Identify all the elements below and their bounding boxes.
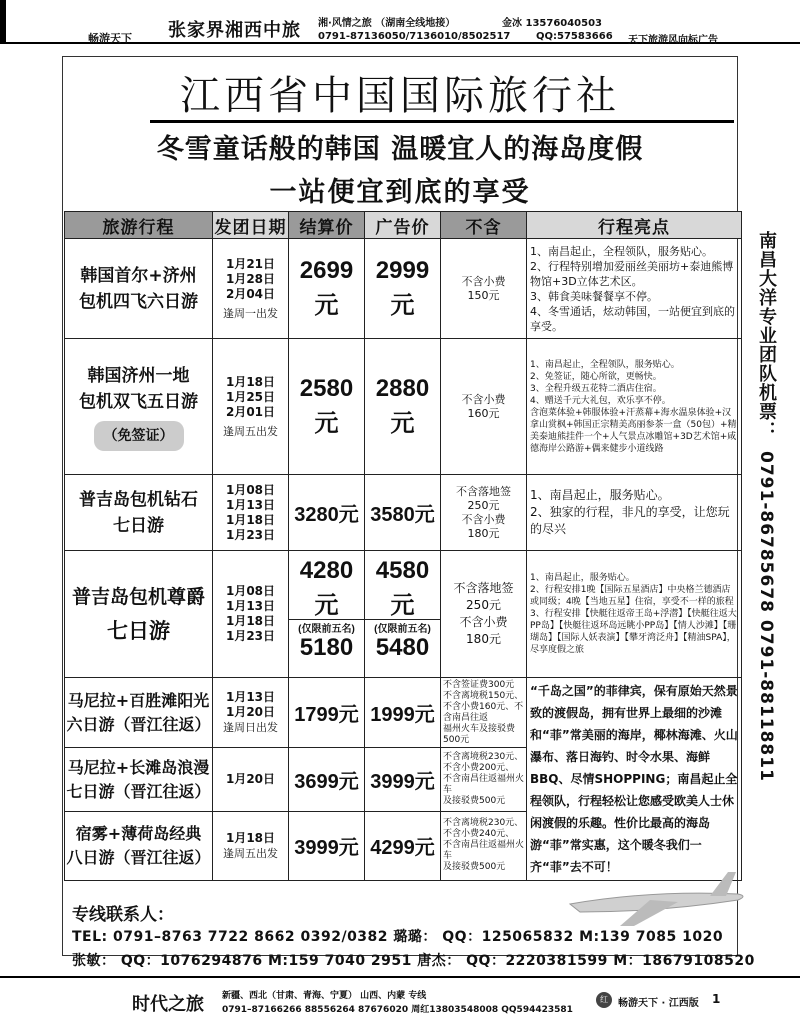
date-note: 逢周一出发: [223, 306, 278, 320]
ad-price: 2999元: [365, 239, 441, 339]
contacts-heading: 专线联系人：: [72, 905, 174, 925]
excluded-item: 250元: [467, 498, 500, 512]
route-line: 韩国首尔+济州: [80, 265, 197, 286]
dates-cell: [213, 811, 289, 880]
date: 1月13日: [225, 497, 276, 512]
route-line: 普吉岛包机钻石: [79, 489, 198, 510]
excluded-cell: [441, 239, 527, 339]
highlight-item: 1、南昌起止，服务贴心。: [530, 488, 670, 502]
date: 2月04日: [225, 286, 276, 301]
settle-price: 2699元: [289, 239, 365, 339]
dates-cell: [213, 748, 289, 811]
excluded-item: 不含小费240元、: [443, 829, 515, 840]
date: 1月18日: [225, 512, 276, 527]
route-line: 七日游: [113, 515, 164, 536]
settle-price: 1799元: [289, 678, 365, 748]
top-brand: 张家界湘西中旅: [168, 20, 301, 41]
side-title: 南昌大洋专业团队机票：: [756, 231, 777, 440]
ad-price: 2880元: [365, 339, 441, 475]
bottom-phones: 0791–87166266 88556264 87676020 周红13803548008 QQ594423581: [222, 1005, 573, 1015]
bottom-routes: 新疆、西北（甘肃、青海、宁夏） 山西、内蒙 专线: [222, 991, 427, 1001]
route-line: 七日游（晋江往返）: [66, 781, 211, 801]
excluded-item: 不含小费: [461, 392, 506, 406]
excluded-item: 250元: [466, 598, 501, 612]
col-header-dates: 发团日期: [213, 212, 289, 239]
side-phones: 0791-86785678 0791-88118811: [756, 451, 776, 782]
date: 2月01日: [225, 404, 276, 419]
route-line: 六日游（晋江往返）: [66, 714, 211, 734]
table-row: [65, 239, 742, 339]
date: 1月13日: [225, 599, 276, 613]
route-cell: [65, 239, 213, 339]
table-row: [65, 551, 742, 678]
contacts-line-1: TEL: 0791–8763 7722 8662 0392/0382 璐璐： QQ：125065832 M:139 7085 1020: [72, 929, 724, 945]
route-line: 普吉岛包机尊爵: [71, 586, 205, 608]
subline: 一站便宜到底的享受: [269, 177, 531, 208]
ad-price: 1999元: [365, 678, 441, 748]
excluded-item: 不含小费: [461, 274, 506, 288]
excluded-cell: [441, 551, 527, 678]
date: 1月13日: [225, 690, 276, 705]
date: 1月18日: [225, 614, 276, 628]
excluded-item: 150元: [467, 288, 500, 302]
excluded-item: 不含小费: [461, 512, 506, 526]
highlight-item: 3、韩食美味餐餐享不停。: [530, 289, 658, 303]
settle-price-2: 5180: [289, 619, 364, 677]
publication-logo-icon: 红: [596, 992, 612, 1008]
date-note: 逢周五出发: [223, 424, 278, 438]
ad-price-2: 5480: [365, 619, 440, 677]
table-row: [65, 475, 742, 551]
route-cell: [65, 551, 213, 678]
ad-price-cell: [365, 551, 441, 678]
excluded-item: 不含签证费300元: [443, 679, 515, 690]
excluded-item: 不含离境税150元、: [443, 690, 524, 701]
col-header-settle: 结算价: [289, 212, 365, 239]
date-note: 逢周日出发: [223, 721, 278, 735]
highlight-item: 1、南昌起止，全程领队，服务贴心。: [530, 359, 680, 370]
date-note: 逢周五出发: [223, 846, 278, 860]
ad-price: 3999元: [365, 748, 441, 811]
excluded-item: 180元: [467, 526, 500, 540]
settle-price: 3699元: [289, 748, 365, 811]
excluded-item: 及接驳费500元: [443, 796, 506, 807]
settle-price: 2580元: [289, 339, 365, 475]
ad-price: 4299元: [365, 811, 441, 880]
settle-price: 3280元: [289, 475, 365, 551]
excluded-item: 180元: [466, 632, 501, 646]
top-left-slogan: 畅游天下: [88, 32, 132, 45]
date: 1月20日: [225, 705, 276, 720]
excluded-item: 160元: [467, 406, 500, 420]
contacts-line-2: 张敏： QQ：1076294876 M:159 7040 2951 唐杰： QQ：2220381599 M：18679108520: [72, 953, 755, 969]
date: 1月23日: [225, 527, 276, 542]
table-row: [65, 339, 742, 475]
route-cell: [65, 339, 213, 475]
dates-cell: [213, 239, 289, 339]
limit-note: (仅限前五名): [374, 624, 431, 635]
bottom-banner: [0, 976, 800, 1022]
highlights-cell: [527, 339, 742, 475]
dates-cell: [213, 339, 289, 475]
dates-cell: [213, 475, 289, 551]
route-line: 韩国济州一地: [87, 365, 190, 386]
highlight-item: 含泡菜体验+韩服体验+汗蒸幕+海水温泉体验+汉拿山赏枫+韩国正宗精美高丽参茶一盒（50包）+精美泰迪熊挂件一个+人气景点冰雕馆+3D艺术馆+咸德海岸公路游+偶来健步小道线路: [530, 407, 737, 454]
route-line: 七日游: [107, 619, 170, 643]
tour-price-table: [64, 211, 742, 881]
excluded-cell: [441, 339, 527, 475]
highlight-item: 1、南昌起止，全程领队，服务贴心。: [530, 244, 713, 258]
route-line: 马尼拉+长滩岛浪漫: [67, 757, 210, 777]
highlights-cell: [527, 475, 742, 551]
excluded-cell: [441, 475, 527, 551]
dates-cell: [213, 551, 289, 678]
route-line: 马尼拉+百胜滩阳光: [67, 690, 210, 710]
excluded-item: 不含离境税230元、: [443, 752, 524, 763]
date: 1月18日: [225, 830, 276, 845]
settle-price-cell: [289, 551, 365, 678]
highlight-item: 1、南昌起止，服务贴心。: [530, 573, 635, 583]
page-number: 1: [712, 992, 721, 1006]
date: 1月08日: [225, 482, 276, 497]
side-airline-banner: [744, 225, 788, 787]
date: 1月28日: [225, 271, 276, 286]
airplane-icon: [560, 860, 750, 930]
highlight-item: 3、全程升级五花特二酒店住宿。: [530, 383, 662, 394]
route-cell: [65, 811, 213, 880]
route-line: 包机四飞六日游: [79, 291, 198, 312]
top-banner: [0, 0, 800, 44]
table-header-row: [65, 212, 742, 239]
top-phones: 0791-87136050/7136010/8502517: [318, 31, 511, 42]
route-cell: [65, 678, 213, 748]
excluded-item: 不含小费200元、: [443, 763, 515, 774]
route-line: 八日游（晋江往返）: [66, 847, 211, 867]
dates-cell: [213, 678, 289, 748]
route-cell: [65, 475, 213, 551]
highlight-item: 2、行程安排1晚【国际五星酒店】中央格兰德酒店或同级；4晚【当地五星】住宿，享受不一样的旅程: [530, 585, 734, 607]
route-line: 包机双飞五日游: [79, 391, 198, 412]
date: 1月20日: [225, 772, 276, 787]
excluded-cell: [441, 678, 527, 748]
highlight-item: 2、行程特别增加爱丽丝美丽坊+泰迪熊博物馆+3D立体艺术区。: [530, 259, 734, 288]
highlight-item: 4、冬雪通话，炫动韩国，一站便宜到底的享受。: [530, 304, 735, 333]
excluded-cell: [441, 811, 527, 880]
excluded-item: 不含小费160元、不含南昌往返: [443, 701, 524, 723]
headline: 冬雪童话般的韩国 温暖宜人的海岛度假: [156, 134, 644, 165]
settle-price: 4280元: [299, 557, 354, 619]
excluded-item: 不含落地签: [456, 484, 511, 498]
date: 1月08日: [225, 584, 276, 598]
highlight-item: 2、独家的行程，非凡的享受，让您玩的尽兴: [530, 505, 730, 536]
limit-note: (仅限前五名): [298, 624, 355, 635]
edge-mark: [0, 0, 6, 44]
agency-title: 江西省中国国际旅行社: [180, 73, 620, 119]
date: 1月18日: [225, 374, 276, 389]
top-right-slogan: 天下旅游风向标广告: [628, 35, 718, 46]
ad-price: 3580元: [365, 475, 441, 551]
excluded-item: 不含南昌往返福州火车: [443, 774, 525, 796]
route-cell: [65, 748, 213, 811]
col-header-ad-price: 广告价: [365, 212, 441, 239]
col-header-route: 旅游行程: [65, 212, 213, 239]
excluded-item: 不含落地签: [453, 581, 514, 595]
visa-free-badge: （免签证）: [94, 421, 184, 451]
ad-price: 4580元: [375, 557, 430, 619]
excluded-item: 不含小费: [459, 615, 508, 629]
excluded-item: 福州火车及接驳费500元: [443, 723, 516, 745]
page-label: 畅游天下 · 江西版: [618, 998, 699, 1009]
philippines-highlights-cell: “千岛之国”的菲律宾，保有原始天然景致的渡假岛，拥有世界上最细的沙滩和“菲”常美丽的海岸，椰林海滩、火山瀑布、落日海钓、时令水果、海鲜BBQ、尽情SHOPPING；南昌起止全程领队，行程轻松让您感受欧美人士休闲渡假的乐趣。性价比最高的海岛游“菲”常实惠，这个暖冬我们一齐“菲”去不可！: [527, 678, 742, 881]
excluded-item: 及接驳费500元: [443, 862, 506, 873]
highlights-cell: [527, 239, 742, 339]
highlight-item: 2、免签证，随心所欲，更畅快。: [530, 371, 662, 382]
route-line: 宿雾+薄荷岛经典: [75, 823, 202, 843]
col-header-excluded: 不含: [441, 212, 527, 239]
excluded-cell: [441, 748, 527, 811]
table-row: [65, 678, 742, 748]
date: 1月21日: [225, 256, 276, 271]
highlight-item: 4、赠送千元大礼包，欢乐享不停。: [530, 395, 671, 406]
top-contact-name: 金冰 13576040503: [502, 18, 603, 29]
settle-price: 3999元: [289, 811, 365, 880]
date: 1月25日: [225, 389, 276, 404]
bottom-brand: 时代之旅: [132, 994, 204, 1015]
top-qq: QQ:57583666: [536, 31, 613, 42]
date: 1月23日: [225, 629, 276, 643]
title-rule: [150, 120, 734, 123]
col-header-highlights: 行程亮点: [527, 212, 742, 239]
highlight-item: 3、行程安排【快艇往返帝王岛+浮潜】【快艇往返大PP岛】【快艇往返环岛远眺小PP岛】【情人沙滩】【珊瑚岛】【国际人妖表演】【攀牙湾泛舟】【精油SPA】，尽享度假之旅: [530, 609, 737, 655]
highlights-cell: [527, 551, 742, 678]
excluded-item: 不含离境税230元、: [443, 818, 524, 829]
top-tagline: 湘·风情之旅 （湖南全线地接）: [318, 18, 456, 29]
excluded-item: 不含南昌往返福州火车: [443, 840, 525, 862]
